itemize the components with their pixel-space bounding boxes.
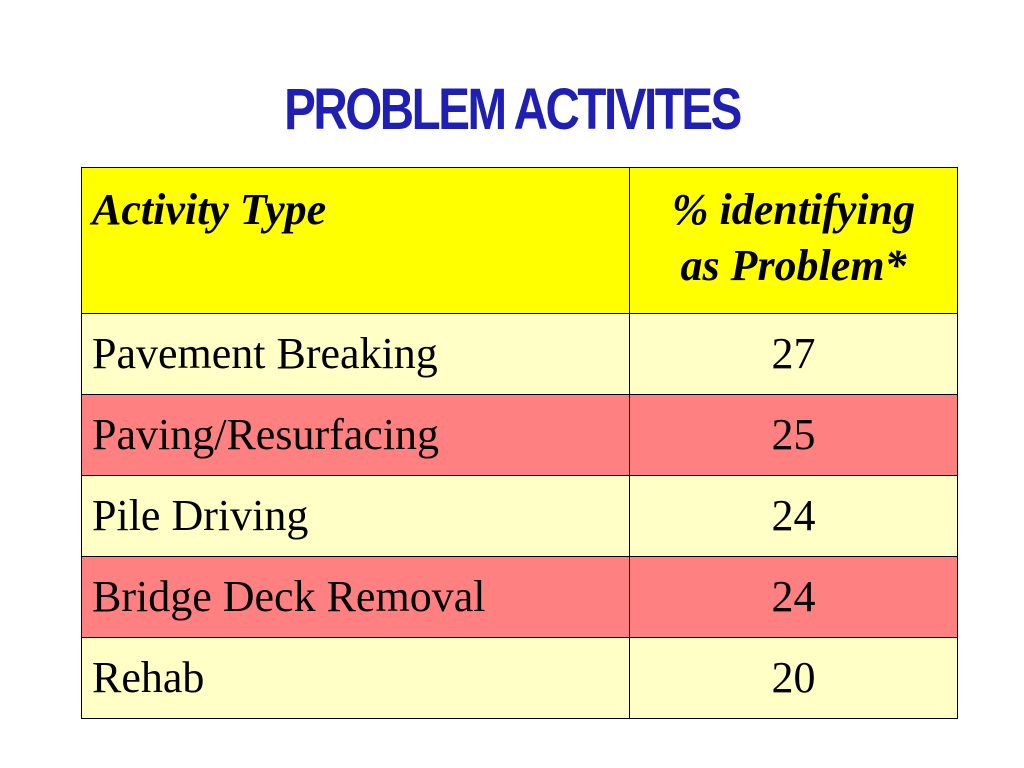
activity-cell: Pavement Breaking — [82, 314, 630, 395]
header-activity-type: Activity Type — [82, 168, 630, 314]
percent-cell: 24 — [630, 557, 958, 638]
activity-cell: Bridge Deck Removal — [82, 557, 630, 638]
slide-title: PROBLEM ACTIVITES — [284, 77, 740, 142]
activity-cell: Paving/Resurfacing — [82, 395, 630, 476]
table-row — [82, 476, 958, 557]
percent-cell: 25 — [630, 395, 958, 476]
percent-cell: 27 — [630, 314, 958, 395]
header-percent-line2: as Problem* — [680, 241, 907, 290]
percent-cell: 24 — [630, 476, 958, 557]
percent-cell: 20 — [630, 638, 958, 719]
table-row — [82, 395, 958, 476]
activity-cell: Rehab — [82, 638, 630, 719]
header-percent-line1: % identifying — [671, 185, 916, 234]
header-percent-identifying — [630, 168, 958, 314]
problem-activities-table — [81, 167, 958, 719]
table-row — [82, 557, 958, 638]
activity-cell: Pile Driving — [82, 476, 630, 557]
table-row — [82, 314, 958, 395]
table-header-row — [82, 168, 958, 314]
table-row — [82, 638, 958, 719]
